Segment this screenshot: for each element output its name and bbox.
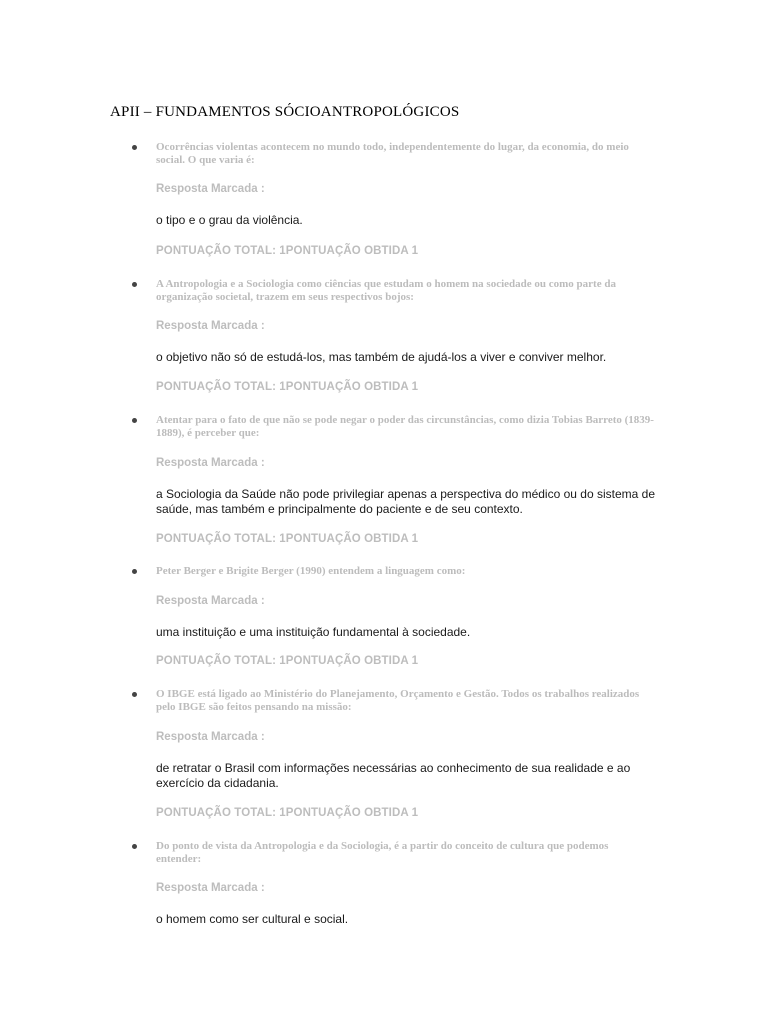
bullet-icon bbox=[132, 692, 137, 697]
bullet-icon bbox=[132, 282, 137, 287]
marked-answer-text: o homem como ser cultural e social. bbox=[156, 912, 349, 926]
marked-answer-text: o tipo e o grau da violência. bbox=[156, 213, 303, 227]
marked-answer-label: Resposta Marcada : bbox=[156, 183, 265, 195]
marked-answer-label: Resposta Marcada : bbox=[156, 595, 265, 607]
score-line: PONTUAÇÃO TOTAL: 1PONTUAÇÃO OBTIDA 1 bbox=[156, 807, 419, 819]
question-text: Peter Berger e Brigite Berger (1990) entendem a linguagem como: bbox=[156, 565, 466, 577]
question-text: Do ponto de vista da Antropologia e da Sociologia, é a partir do conceito de cultura que podemos entender: bbox=[156, 840, 609, 865]
question-text: Atentar para o fato de que não se pode negar o poder das circunstâncias, como dizia Tobias Barreto (1839-1889), é perceber que: bbox=[156, 414, 654, 439]
score-line: PONTUAÇÃO TOTAL: 1PONTUAÇÃO OBTIDA 1 bbox=[156, 533, 419, 545]
bullet-icon bbox=[132, 569, 137, 574]
question-text: A Antropologia e a Sociologia como ciências que estudam o homem na sociedade ou como parte da organização societal, trazem em seus respectivos bojos: bbox=[156, 278, 616, 303]
question-text: O IBGE está ligado ao Ministério do Planejamento, Orçamento e Gestão. Todos os trabalhos realizados pelo IBGE são feitos pensando na missão: bbox=[156, 688, 640, 713]
bullet-icon bbox=[132, 418, 137, 423]
score-line: PONTUAÇÃO TOTAL: 1PONTUAÇÃO OBTIDA 1 bbox=[156, 381, 419, 393]
marked-answer-text: o objetivo não só de estudá-los, mas também de ajudá-los a viver e conviver melhor. bbox=[156, 350, 607, 364]
score-line: PONTUAÇÃO TOTAL: 1PONTUAÇÃO OBTIDA 1 bbox=[156, 245, 419, 257]
marked-answer-label: Resposta Marcada : bbox=[156, 457, 265, 469]
marked-answer-label: Resposta Marcada : bbox=[156, 882, 265, 894]
document-title: APII – FUNDAMENTOS SÓCIOANTROPOLÓGICOS bbox=[110, 104, 460, 120]
marked-answer-text: uma instituição e uma instituição fundamental à sociedade. bbox=[156, 625, 471, 639]
marked-answer-label: Resposta Marcada : bbox=[156, 731, 265, 743]
score-line: PONTUAÇÃO TOTAL: 1PONTUAÇÃO OBTIDA 1 bbox=[156, 655, 419, 667]
marked-answer-text: de retratar o Brasil com informações necessárias ao conhecimento de sua realidade e ao exercício da cidadania. bbox=[156, 761, 631, 790]
question-text: Ocorrências violentas acontecem no mundo todo, independentemente do lugar, da economia, do meio social. O que varia é: bbox=[156, 141, 629, 166]
marked-answer-label: Resposta Marcada : bbox=[156, 320, 265, 332]
marked-answer-text: a Sociologia da Saúde não pode privilegiar apenas a perspectiva do médico ou do sistema de saúde, mas também e principalmente do paciente e de seu contexto. bbox=[156, 487, 655, 516]
bullet-icon bbox=[132, 145, 137, 150]
bullet-icon bbox=[132, 844, 137, 849]
